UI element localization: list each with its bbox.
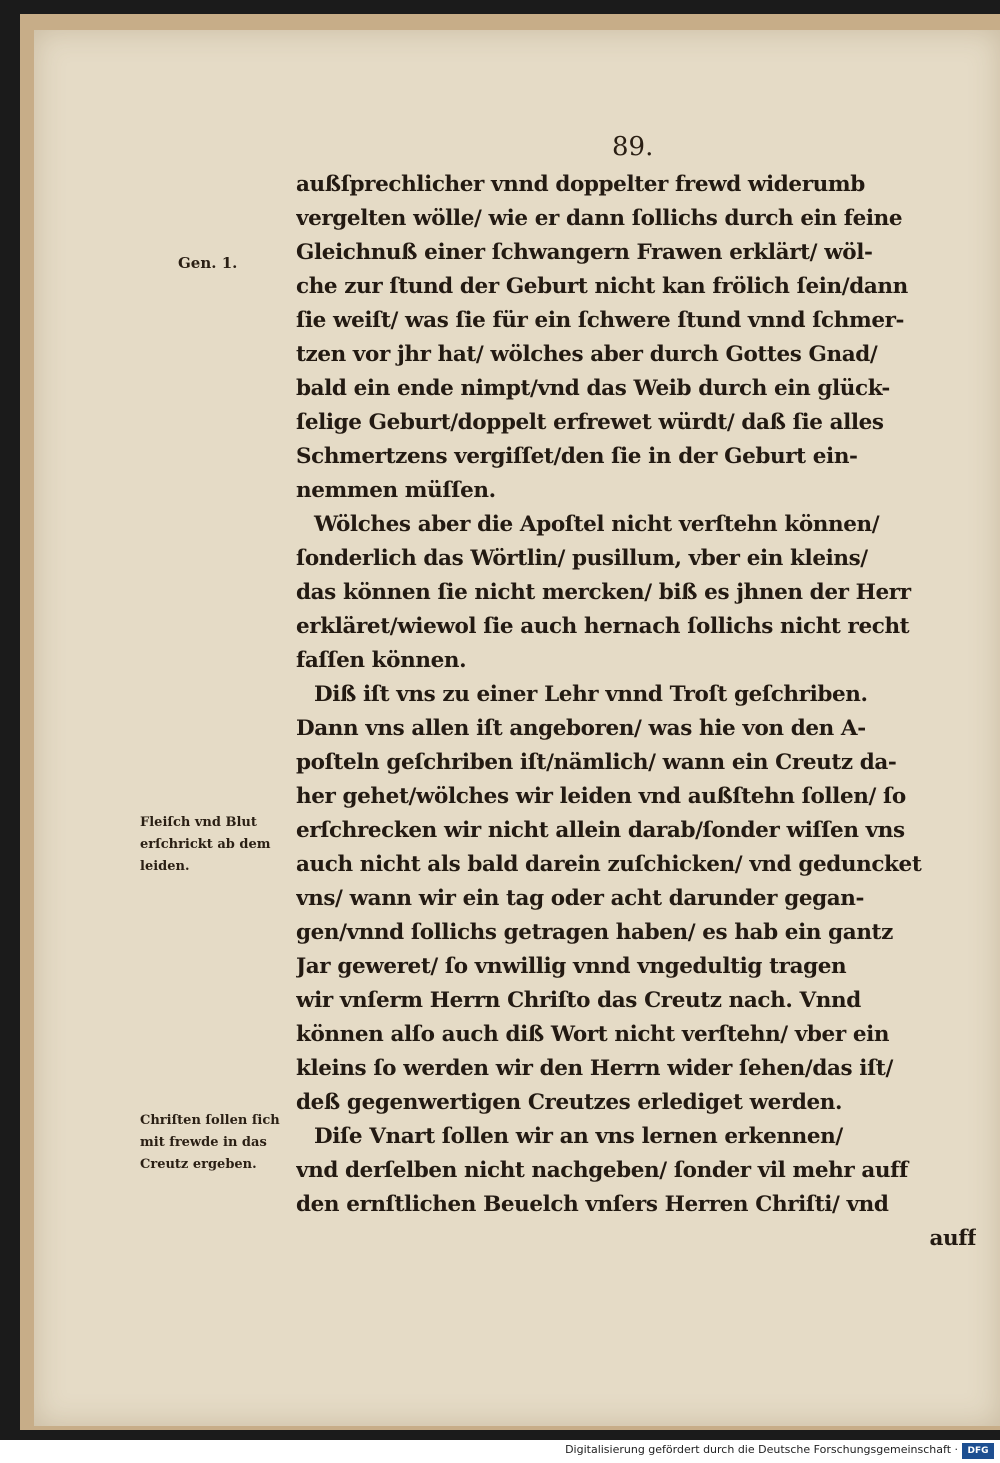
text-line: Gleichnuß einer ſchwangern Frawen erklärt/ wöl- [296,240,873,265]
text-line: wir vnſerm Herrn Chriſto das Creutz nach. Vnnd [296,988,861,1013]
margin-note-line: Chriſten ſollen ſich [140,1113,280,1128]
text-line: ſie weiſt/ was ſie für ein ſchwere ſtund vnnd ſchmer- [296,308,905,333]
text-line: nemmen müſſen. [296,478,496,503]
text-line: Wölches aber die Apoſtel nicht verſtehn können/ [314,512,880,537]
margin-note-gen [178,252,237,274]
margin-note-line: erſchrickt ab dem [140,837,271,852]
text-line: vergelten wölle/ wie er dann ſollichs durch ein feine [296,206,903,231]
dfg-logo[interactable]: DFG [962,1443,994,1459]
text-line: vns/ wann wir ein tag oder acht darunder gegan- [296,886,865,911]
text-line: her gehet/wölches wir leiden vnd außſtehn ſollen/ ſo [296,784,906,809]
text-line: poſteln geſchriben iſt/nämlich/ wann ein Creutz da- [296,750,897,775]
text-line: faſſen können. [296,648,467,673]
page-number: 89. [612,132,654,162]
text-line: außſprechlicher vnnd doppelter frewd widerumb [296,172,865,197]
text-line: Diß iſt vns zu einer Lehr vnnd Troſt geſchriben. [314,682,868,707]
text-line: Diſe Vnart ſollen wir an vns lernen erkennen/ [314,1124,843,1149]
text-line: erſchrecken wir nicht allein darab/ſonder wiſſen vns [296,818,905,843]
margin-note-christen [140,1110,280,1176]
margin-note-line: mit frewde in das [140,1135,267,1150]
text-line: bald ein ende nimpt/vnd das Weib durch ein glück- [296,376,890,401]
margin-note-line: Gen. 1. [178,254,238,272]
text-line: che zur ſtund der Geburt nicht kan frölich ſein/dann [296,274,908,299]
text-line: Jar geweret/ ſo vnwillig vnnd vngedultig tragen [296,954,847,979]
text-line: kleins ſo werden wir den Herrn wider ſehen/das iſt/ [296,1056,893,1081]
margin-note-line: Creutz ergeben. [140,1157,257,1172]
text-line: gen/vnnd ſollichs getragen haben/ es hab ein gantz [296,920,893,945]
text-line: auch nicht als bald darein zuſchicken/ vnd geduncket [296,852,922,877]
text-line: den ernſtlichen Beuelch vnſers Herren Chriſti/ vnd [296,1192,889,1217]
funding-credit: Digitalisierung gefördert durch die Deutsche Forschungsgemeinschaft · [565,1443,958,1456]
catchword: auff [929,1226,976,1251]
text-line: erkläret/wiewol ſie auch hernach ſollichs nicht recht [296,614,910,639]
text-line: deß gegenwertigen Creutzes erlediget werden. [296,1090,843,1115]
text-line: das können ſie nicht mercken/ biß es jhnen der Herr [296,580,911,605]
text-line: Dann vns allen iſt angeboren/ was hie von den A- [296,716,866,741]
text-line: vnd derſelben nicht nachgeben/ ſonder vil mehr auff [296,1158,908,1183]
main-text [296,168,976,1256]
margin-note-line: Fleiſch vnd Blut [140,815,257,830]
text-line: ſelige Geburt/doppelt erfrewet würdt/ daß ſie alles [296,410,884,435]
footer-bar [0,1440,1000,1463]
text-line: können alſo auch diß Wort nicht verſtehn/ vber ein [296,1022,890,1047]
text-line: ſonderlich das Wörtlin/ pusillum, vber ein kleins/ [296,546,868,571]
text-line: Schmertzens vergiſſet/den ſie in der Geburt ein- [296,444,858,469]
text-line: tzen vor jhr hat/ wölches aber durch Gottes Gnad/ [296,342,878,367]
margin-note-fleisch [140,812,270,878]
margin-note-line: leiden. [140,859,190,874]
